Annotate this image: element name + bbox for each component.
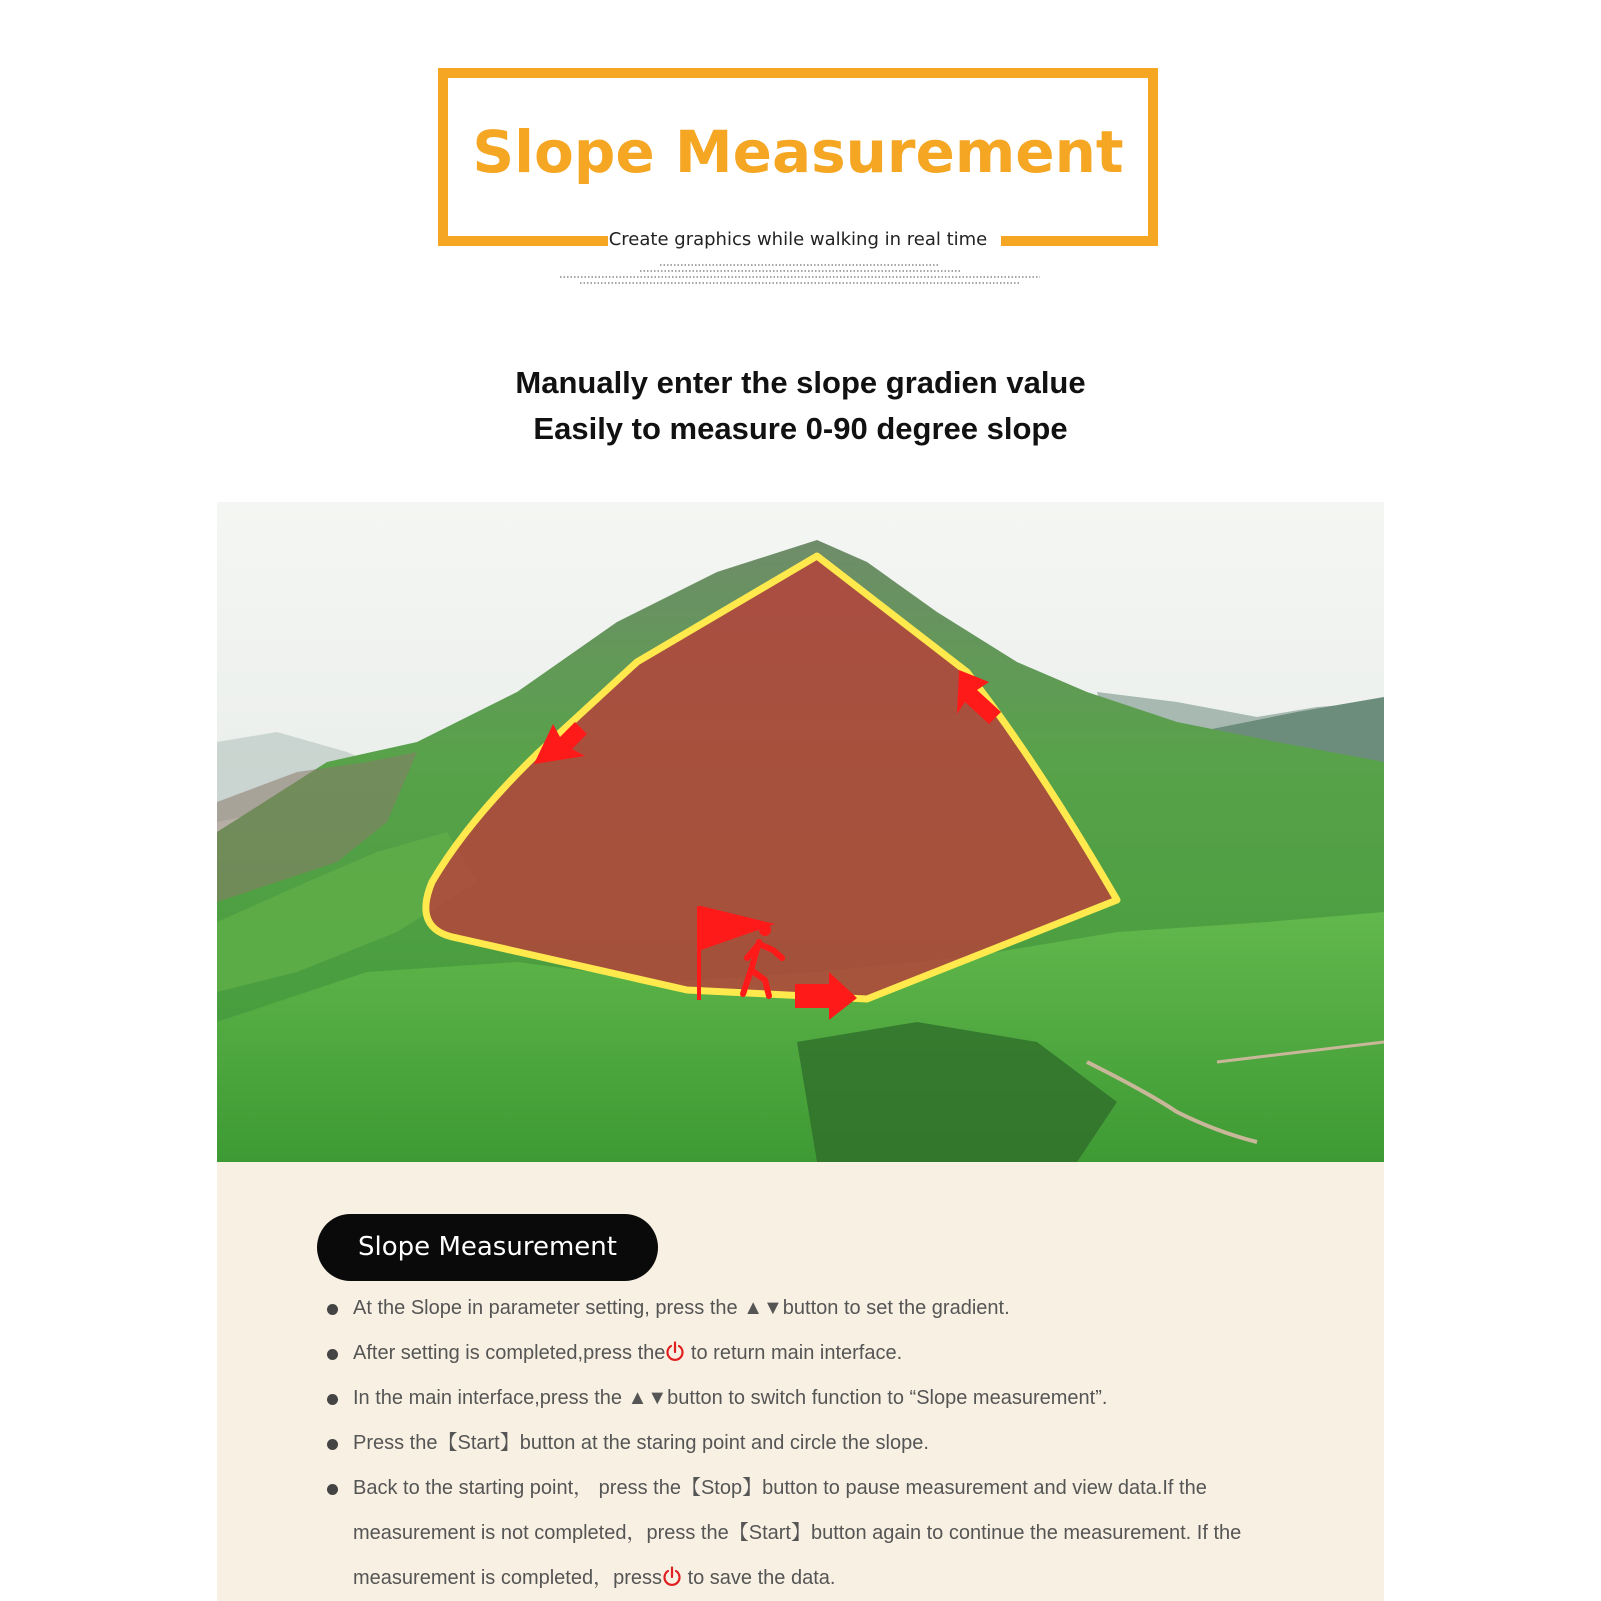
- step-text: Press the【Start】button at the staring point and circle the slope.: [353, 1432, 929, 1454]
- power-icon: [662, 1566, 682, 1588]
- decorative-dots: [560, 262, 1040, 292]
- list-item: [317, 1286, 1317, 1331]
- mountain-photo: [217, 502, 1384, 1162]
- instructions-panel: [217, 1162, 1384, 1601]
- page-subtitle: Create graphics while walking in real time: [608, 229, 988, 250]
- section-label-pill: Slope Measurement: [317, 1214, 658, 1281]
- list-item: [317, 1331, 1317, 1376]
- step-text: to save the data.: [682, 1567, 836, 1589]
- headline-line-2: Easily to measure 0-90 degree slope: [533, 411, 1068, 446]
- step-text: In the main interface,press the ▲▼button to switch function to “Slope measurement”.: [353, 1387, 1108, 1409]
- list-item: [317, 1421, 1317, 1466]
- list-item: [317, 1376, 1317, 1421]
- step-text: Back to the starting point， press the【Stop】button to pause measurement and view data.If the measurement is not completed，press the【Start】button again to continue the measurement. If the measurement is completed，press: [353, 1477, 1242, 1589]
- instruction-list: [317, 1286, 1317, 1601]
- title-frame: [438, 68, 1158, 250]
- page-title: Slope Measurement: [472, 118, 1124, 186]
- bullet-icon: [327, 1304, 338, 1315]
- bullet-icon: [327, 1394, 338, 1405]
- bullet-icon: [327, 1439, 338, 1450]
- bullet-icon: [327, 1349, 338, 1360]
- list-item: [317, 1466, 1317, 1601]
- power-icon: [665, 1341, 685, 1363]
- bullet-icon: [327, 1484, 338, 1495]
- headline: [0, 360, 1601, 452]
- step-text: to return main interface.: [685, 1342, 903, 1364]
- step-text: At the Slope in parameter setting, press the ▲▼button to set the gradient.: [353, 1297, 1010, 1319]
- headline-line-1: Manually enter the slope gradien value: [515, 365, 1086, 400]
- step-text: After setting is completed,press the: [353, 1342, 666, 1364]
- mountain-illustration: [217, 502, 1384, 1162]
